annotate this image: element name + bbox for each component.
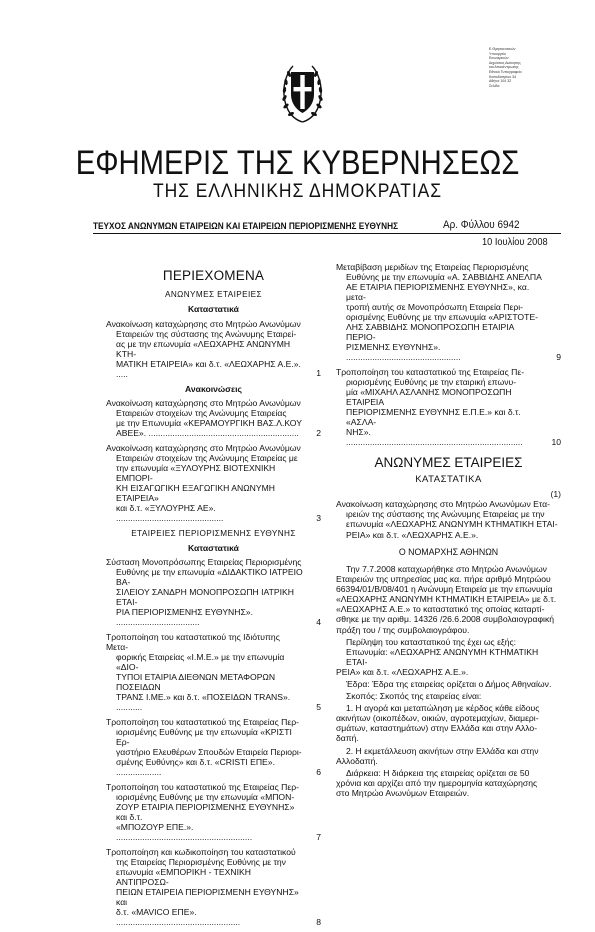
toc-page-number: 4 bbox=[316, 617, 321, 628]
section-title: ΑΝΩΝΥΜΕΣ ΕΤΑΙΡΕΙΕΣ bbox=[374, 455, 523, 470]
contents-column bbox=[106, 264, 321, 932]
body-paragraph: Την 7.7.2008 καταχωρήθηκε στο Μητρώο Ανωνύμων Εταιρειών της υπηρεσίας μας κα. πήρε αριθμό Μητρώου 66394/01/Β/08/401 η Ανώνυμη Εταιρεία με την επωνυμία «ΛΕΩΧΑΡΗΣ ΑΝΩΝΥΜΗ ΚΤΗΜΑΤΙΚΗ ΕΤΑΙΡΕΙΑ» με δ.τ. «ΛΕΩΧΑΡΗΣ Α.Ε.» το καταστατικό της οποίας καταρτί- σθηκε με την αριθμ. 14326 /26.6.2008 συμβολαιογραφική πράξη του / της συμβολαιογράφου. bbox=[336, 563, 557, 635]
body-paragraph: Περίληψη του καταστατικού της έχει ως εξής: Επωνυμία: «ΛΕΩΧΑΡΗΣ ΑΝΩΝΥΜΗ ΚΤΗΜΑΤΙΚΗ ΕΤΑΙ- ΡΕΙΑ» και δ.τ. «ΛΕΩΧΑΡΗΣ Α.Ε.». bbox=[336, 636, 539, 677]
gazette-title: ΕΦΗΜΕΡΙΣ ΤΗΣ ΚΥΒΕΡΝΗΣΕΩΣ bbox=[75, 144, 520, 182]
toc-entry[interactable] bbox=[106, 443, 321, 523]
toc-entry[interactable] bbox=[106, 632, 321, 712]
toc-entry-text: Σύσταση Μονοπρόσωπης Εταιρείας Περιορισμένης Ευθύνης με την επωνυμία «ΔΙΔΑΚΤΙΚΟ ΙΑΤΡΕΙΟ ΒΑ- ΣΙΛΕΙΟΥ ΣΑΝΔΡΗ ΜΟΝΟΠΡΟΣΩΠΗ ΙΑΤΡΙΚΗ ΕΤΑΙ- ΡΙΑ ΠΕΡΙΟΡΙΣΜΕΝΗΣ ΕΥΘΥΝΗΣ». ................................... bbox=[106, 557, 303, 628]
stamp-line: Δημόσιας Διοίκησης bbox=[489, 60, 521, 65]
main-column bbox=[336, 264, 561, 800]
stamp-line: και Αποκέντρωσης bbox=[489, 65, 519, 70]
toc-entry[interactable] bbox=[336, 262, 561, 362]
section-subtitle: ΚΑΤΑΣΤΑΤΙΚΑ bbox=[415, 474, 482, 485]
toc-entry-text: Τροποποίηση του καταστατικού της Εταιρείας Περ- ιορισμένης Ευθύνης με την επωνυμία «ΜΠΟΝ- ΖΟΥΡ ΕΤΑΙΡΙΑ ΠΕΡΙΟΡΙΣΜΕΝΗΣ ΕΥΘΥΝΗΣ» και δ.τ. «ΜΠΟΖΟΥΡ ΕΠΕ.». ......................................................... bbox=[106, 782, 299, 843]
toc-entry-text: Ανακοίνωση καταχώρησης στο Μητρώο Ανωνύμων Εταιρειών της σύστασης της Ανώνυμης Εταιρεί- ας με την επωνυμία «ΛΕΩΧΑΡΗΣ ΑΝΩΝΥΜΗ ΚΤΗ- ΜΑΤΙΚΗ ΕΤΑΙΡΕΙΑ» και δ.τ. «ΛΕΩΧΑΡΗΣ Α.Ε.». ..... bbox=[106, 318, 301, 379]
body-paragraph: Διάρκεια: Η διάρκεια της εταιρείας ορίζεται σε 50 χρόνια και αρχίζει από την ημερομηνία καταχώρησης στο Μητρώο Ανωνύμων Εταιρειών. bbox=[336, 767, 538, 798]
toc-page-number: 9 bbox=[556, 351, 561, 362]
contents-title: ΠΕΡΙΕΧΟΜΕΝΑ bbox=[162, 268, 265, 283]
toc-entry[interactable] bbox=[106, 398, 321, 438]
subsection-heading: Καταστατικά bbox=[188, 304, 239, 315]
toc-entry[interactable] bbox=[106, 782, 321, 842]
prefect-heading: Ο ΝΟΜΑΡΧΗΣ ΑΘΗΝΩΝ bbox=[398, 546, 499, 557]
toc-entry[interactable] bbox=[106, 557, 321, 627]
subsection-heading: Καταστατικά bbox=[188, 543, 239, 554]
issue-series: ΤΕΥΧΟΣ ΑΝΩΝΥΜΩΝ ΕΤΑΙΡΕΙΩΝ ΚΑΙ ΕΤΑΙΡΕΙΩΝ ΠΕΡΙΟΡΙΣΜΕΝΗΣ ΕΥΘΥΝΗΣ bbox=[93, 221, 399, 232]
body-paragraph: Έδρα: Έδρα της εταιρείας ορίζεται ο Δήμος Αθηναίων. bbox=[346, 679, 552, 689]
body-paragraph: Σκοπός: Σκοπός της εταιρείας είναι: bbox=[346, 691, 482, 702]
toc-page-number: 10 bbox=[551, 436, 561, 447]
stamp-line: Ε.Θρησκευτικών bbox=[489, 47, 516, 51]
toc-entry[interactable] bbox=[336, 367, 561, 447]
announcement-text: Ανακοίνωση καταχώρησης στο Μητρώο Ανωνύμων Ετα- ιρειών της σύστασης της Ανώνυμης Εταιρείας με την επωνυμία «ΛΕΩΧΑΡΗΣ ΑΝΩΝΥΜΗ ΚΤΗΜΑΤΙΚΗ ΕΤΑΙ- ΡΕΙΑ» και δ.τ. «ΛΕΩΧΑΡΗΣ Α.Ε.». bbox=[336, 499, 558, 540]
toc-entry-text: Τροποποίηση και κωδικοποίηση του καταστατικού της Εταιρείας Περιορισμένης Ευθύνης με την επωνυμία «ΕΜΠΟΡΙΚΗ - ΤΕΧΝΙΚΗ ΑΝΤΙΠΡΟΣΩ- ΠΕΙΩΝ ΕΤΑΙΡΕΙΑ ΠΕΡΙΟΡΙΣΜΕΝΗ ΕΥΘΥΝΗΣ» και δ.τ. «MAVICO ΕΠΕ». .................................................... bbox=[106, 847, 299, 928]
toc-entry-text: Τροποποίηση του καταστατικού της Εταιρείας Πε- ριορισμένης Ευθύνης με την εταιρική επωνυ- μία «ΜΙΧΑΗΛ ΑΣΛΑΝΗΣ ΜΟΝΟΠΡΟΣΩΠΗ ΕΤΑΙΡΕΙΑ ΠΕΡΙΟΡΙΣΜΕΝΗΣ ΕΥΘΥΝΗΣ Ε.Π.Ε.» και δ.τ. «ΑΣΛΑ- ΝΗΣ». .......................................................................... bbox=[336, 367, 525, 447]
stamp-line: Καποδιστρίου 34 bbox=[489, 74, 517, 79]
toc-page-number: 5 bbox=[316, 702, 321, 713]
section-heading: ΑΝΩΝΥΜΕΣ ΕΤΑΙΡΕΙΕΣ bbox=[165, 290, 262, 299]
toc-page-number: 7 bbox=[316, 832, 321, 843]
stamp-line: Αθήνα 104 32 bbox=[489, 79, 512, 84]
subsection-heading: Ανακοινώσεις bbox=[185, 383, 242, 394]
toc-entry-text: Μεταβίβαση μεριδίων της Εταιρείας Περιορισμένης Ευθύνης με την επωνυμία «Α. ΣΑΒΒΙΔΗΣ ΑΝΕΛΠΑ ΑΕ ΕΤΑΙΡΙΑ ΠΕΡΙΟΡΙΣΜΕΝΗΣ ΕΥΘΥΝΗΣ», κα. μετα- τροπή αυτής σε Μονοπρόσωπη Εταιρεία Περι- ορισμένης Ευθύνης με την επωνυμία «ΑΡΙΣΤΟΤΕ- ΛΗΣ ΣΑΒΒΙΔΗΣ ΜΟΝΟΠΡΟΣΩΠΗ ΕΤΑΙΡΙΑ ΠΕΡΙΟ- ΡΙΣΜΕΝΗΣ ΕΥΘΥΝΗΣ». ................................................ bbox=[336, 262, 542, 362]
toc-entry-text: Τροποποίηση του καταστατικού της Ιδιότυπης Μετα- φορικής Εταιρείας «Ι.Μ.Ε.» με την επωνυμία «ΔΙΟ- ΤΥΠΟΙ ΕΤΑΙΡΙΑ ΔΙΕΘΝΩΝ ΜΕΤΑΦΟΡΩΝ ΠΟΣΕΙΔΩΝ ΤΡΑΝΣ Ι.ΜΕ.» και δ.τ. «ΠΟΣΕΙΔΩΝ TRANS». ........... bbox=[106, 632, 291, 713]
section-heading: ΕΤΑΙΡΕΙΕΣ ΠΕΡΙΟΡΙΣΜΕΝΗΣ ΕΥΘΥΝΗΣ bbox=[131, 528, 296, 538]
toc-entry[interactable] bbox=[106, 319, 321, 379]
toc-page-number: 6 bbox=[316, 767, 321, 778]
toc-page-number: 8 bbox=[316, 917, 321, 928]
digital-signature-stamp bbox=[489, 47, 549, 88]
toc-page-number: 2 bbox=[316, 427, 321, 438]
header-rule bbox=[93, 233, 561, 234]
toc-entry[interactable] bbox=[106, 717, 321, 777]
toc-entry-text: Ανακοίνωση καταχώρησης στο Μητρώο Ανωνύμων Εταιρειών στοιχείων της Ανώνυμης Εταιρείας με την επωνυμία «ΞΥΛΟΥΡΗΣ ΒΙΟΤΕΧΝΙΚΗ ΕΜΠΟΡΙ- ΚΗ ΕΙΣΑΓΩΓΙΚΗ ΕΞΑΓΩΓΙΚΗ ΑΝΩΝΥΜΗ ΕΤΑΙΡΕΙΑ» και δ.τ. «ΞΥΛΟΥΡΗΣ ΑΕ». ............................................. bbox=[106, 442, 301, 523]
issue-date: 10 Ιουλίου 2008 bbox=[482, 236, 548, 248]
toc-page-number: 1 bbox=[316, 368, 321, 379]
stamp-line: Σελίδα bbox=[489, 83, 500, 88]
body-paragraph: 1. Η αγορά και μεταπώληση με κέρδος κάθε είδους ακινήτων (οικοπέδων, οικιών, αγροτεμαχίων, διαμερι- σμάτων, καταστημάτων) στην Ελλάδα και στην Αλλο- δαπή. bbox=[336, 703, 540, 744]
greek-coat-of-arms-icon bbox=[281, 60, 324, 125]
gazette-subtitle: ΤΗΣ ΕΛΛΗΝΙΚΗΣ ΔΗΜΟΚΡΑΤΙΑΣ bbox=[153, 181, 442, 202]
toc-entry-text: Τροποποίηση του καταστατικού της Εταιρείας Περ- ιορισμένης Ευθύνης με την επωνυμία «ΚΡΙΣΤΙ Ερ- γαστήριο Ελευθέρων Σπουδών Εταιρεία Περιορι- σμένης Ευθύνης» και δ.τ. «CRISTI ΕΠΕ». ................... bbox=[106, 717, 302, 778]
stamp-line: Εθνικό Τυπογραφείο bbox=[489, 69, 522, 74]
stamp-line: Υπουργείο bbox=[489, 51, 507, 56]
body-paragraph: 2. Η εκμετάλλευση ακινήτων στην Ελλάδα και στην Αλλοδαπή. bbox=[336, 745, 539, 766]
toc-entry-text: Ανακοίνωση καταχώρησης στο Μητρώο Ανωνύμων Εταιρειών στοιχείων της Ανώνυμης Εταιρείας με την Επωνυμία «ΚΕΡΑΜΟΥΡΓΙΚΗ ΒΑΣ.Λ.ΚΟΥ ΑΒΕΕ». ............................................................... bbox=[106, 397, 302, 438]
toc-page-number: 3 bbox=[316, 512, 321, 523]
item-number: (1) bbox=[550, 489, 561, 500]
toc-entry[interactable] bbox=[106, 847, 321, 927]
stamp-line: Εσωτερικών bbox=[489, 56, 509, 61]
sheet-number: Αρ. Φύλλου 6942 bbox=[443, 219, 520, 231]
